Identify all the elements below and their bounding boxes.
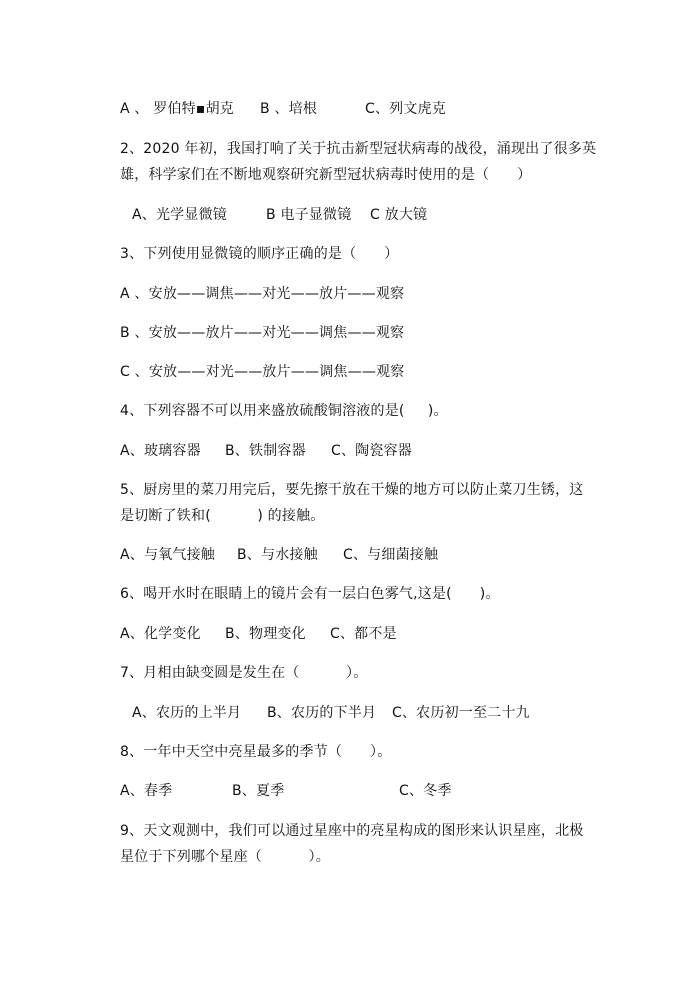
- q2-option-a: A、光学显微镜: [132, 207, 227, 223]
- q1-option-a: A 、 罗伯特▪胡克: [120, 101, 234, 117]
- q9-stem-line-2: 星位于下列哪个星座（ ）。: [120, 849, 330, 865]
- question-6-options: [0, 625, 696, 643]
- q5-stem-line-1: 5、厨房里的菜刀用完后，要先擦干放在干燥的地方可以防止菜刀生锈，这: [120, 482, 584, 498]
- q3-stem: 3、下列使用显微镜的顺序正确的是（ ）: [120, 246, 399, 262]
- question-7-options: [0, 704, 696, 722]
- q3-option-b: B 、安放——放片——对光——调焦——观察: [120, 325, 405, 341]
- q5-option-a: A、与氧气接触: [120, 547, 215, 563]
- q4-stem: 4、下列容器不可以用来盛放硫酸铜溶液的是( )。: [120, 403, 448, 419]
- question-2-options: [0, 206, 696, 224]
- q2-stem-line-1: 2、2020 年初，我国打响了关于抗击新型冠状病毒的战役，涌现出了很多英: [120, 141, 597, 157]
- q2-option-b: B 电子显微镜: [266, 207, 352, 223]
- q4-option-a: A、玻璃容器: [120, 443, 201, 459]
- q5-option-b: B、与水接触: [237, 547, 318, 563]
- q1-option-b: B 、培根: [260, 101, 318, 117]
- q6-option-a: A、化学变化: [120, 626, 201, 642]
- q3-option-c: C 、安放——对光——放片——调焦——观察: [120, 364, 405, 380]
- q8-option-c: C、冬季: [399, 783, 452, 799]
- q3-option-a: A 、安放——调焦——对光——放片——观察: [120, 286, 405, 302]
- q4-option-b: B、铁制容器: [225, 443, 306, 459]
- q7-option-a: A、农历的上半月: [132, 705, 242, 721]
- q5-stem-line-2: 是切断了铁和( ) 的接触。: [120, 508, 325, 524]
- q7-stem: 7、月相由缺变圆是发生在（ ）。: [120, 665, 368, 681]
- question-8-options: [0, 782, 696, 800]
- q6-stem: 6、喝开水时在眼睛上的镜片会有一层白色雾气,这是( )。: [120, 586, 500, 602]
- q7-option-c: C、农历初一至二十九: [392, 705, 530, 721]
- q2-stem-line-2: 雄，科学家们在不断地观察研究新型冠状病毒时使用的是（ ）: [120, 167, 532, 183]
- q9-stem-line-1: 9、天文观测中，我们可以通过星座中的亮星构成的图形来认识星座，北极: [120, 823, 584, 839]
- question-4-options: [0, 442, 696, 460]
- question-1-options: [0, 100, 696, 118]
- question-5-options: [0, 546, 696, 564]
- q5-option-c: C、与细菌接触: [343, 547, 439, 563]
- q4-option-c: C、陶瓷容器: [331, 443, 412, 459]
- q2-option-c: C 放大镜: [370, 207, 428, 223]
- q6-option-c: C、都不是: [330, 626, 397, 642]
- q8-stem: 8、一年中天空中亮星最多的季节（ ）。: [120, 744, 392, 760]
- q7-option-b: B、农历的下半月: [267, 705, 377, 721]
- q8-option-b: B、夏季: [232, 783, 285, 799]
- q8-option-a: A、春季: [120, 783, 173, 799]
- q6-option-b: B、物理变化: [225, 626, 306, 642]
- q1-option-c: C、列文虎克: [365, 101, 446, 117]
